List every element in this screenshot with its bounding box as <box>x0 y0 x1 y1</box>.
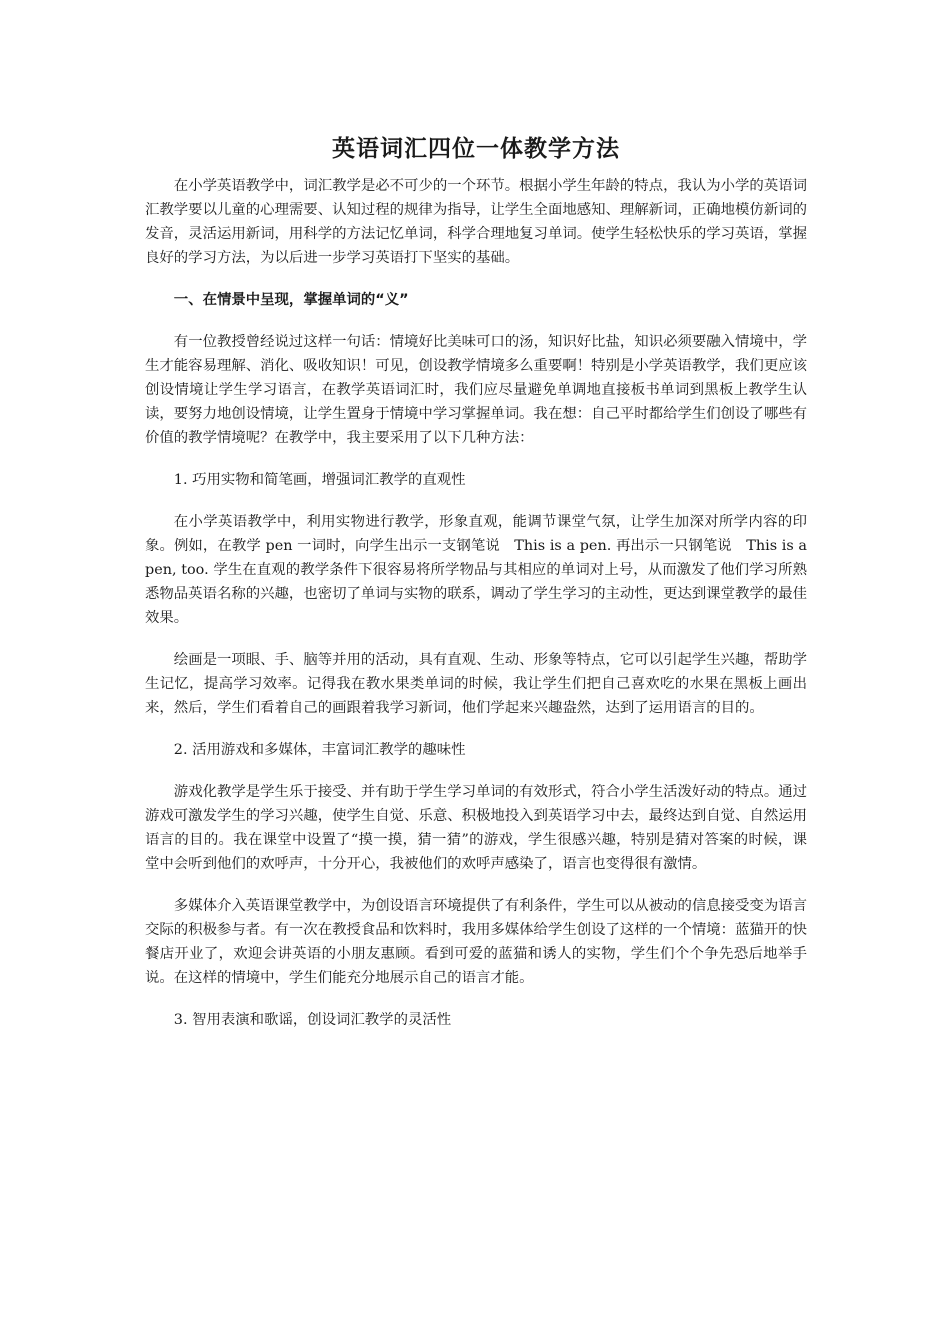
document-page <box>145 134 807 1032</box>
intro-paragraph: 在小学英语教学中，词汇教学是必不可少的一个环节。根据小学生年龄的特点，我认为小学的英语词汇教学要以儿童的心理需要、认知过程的规律为指导，让学生全面地感知、理解新词，正确地模仿新词的发音，灵活运用新词，用科学的方法记忆单词，科学合理地复习单词。使学生轻松快乐的学习英语，掌握良好的学习方法，为以后进一步学习英语打下坚实的基础。 <box>145 178 807 266</box>
subsection-heading-1: 1. 巧用实物和简笔画，增强词汇教学的直观性 <box>173 472 466 488</box>
section-heading-1: 一、在情景中呈现，掌握单词的“义” <box>173 292 409 308</box>
subsection1-paragraph-1: 在小学英语教学中，利用实物进行教学，形象直观，能调节课堂气氛，让学生加深对所学内容的印象。例如，在教学 pen 一词时，向学生出示一支钢笔说 This is a pen. 再出示一只钢笔说 This is a pen, too. 学生在直观的教学条件下很容易将所学物品与其相应的单词对上号，从而激发了他们学习所熟悉物品英语名称的兴趣，也密切了单词与实物的联系，调动了学生学习的主动性，更达到课堂教学的最佳效果。 <box>145 514 807 626</box>
subsection2-paragraph-2: 多媒体介入英语课堂教学中，为创设语言环境提供了有利条件，学生可以从被动的信息接受变为语言交际的积极参与者。有一次在教授食品和饮料时，我用多媒体给学生创设了这样的一个情境：蓝猫开的快餐店开业了，欢迎会讲英语的小朋友惠顾。看到可爱的蓝猫和诱人的实物，学生们个个争先恐后地举手说。在这样的情境中，学生们能充分地展示自己的语言才能。 <box>145 898 807 986</box>
subsection1-paragraph-2: 绘画是一项眼、手、脑等并用的活动，具有直观、生动、形象等特点，它可以引起学生兴趣，帮助学生记忆，提高学习效率。记得我在教水果类单词的时候，我让学生们把自己喜欢吃的水果在黑板上画出来，然后，学生们看着自己的画跟着我学习新词，他们学起来兴趣盎然，达到了运用语言的目的。 <box>145 652 807 716</box>
subsection-heading-3: 3. 智用表演和歌谣，创设词汇教学的灵活性 <box>173 1012 452 1028</box>
subsection-heading-2: 2. 活用游戏和多媒体，丰富词汇教学的趣味性 <box>173 742 466 758</box>
section1-paragraph: 有一位教授曾经说过这样一句话：情境好比美味可口的汤，知识好比盐，知识必须要融入情境中，学生才能容易理解、消化、吸收知识！可见，创设教学情境多么重要啊！特别是小学英语教学，我们更应该创设情境让学生学习语言，在教学英语词汇时，我们应尽量避免单调地直接板书单词到黑板上教学生认读，要努力地创设情境，让学生置身于情境中学习掌握单词。我在想：自己平时都给学生们创设了哪些有价值的教学情境呢？在教学中，我主要采用了以下几种方法： <box>145 334 807 446</box>
document-title: 英语词汇四位一体教学方法 <box>332 136 620 162</box>
subsection2-paragraph-1: 游戏化教学是学生乐于接受、并有助于学生学习单词的有效形式，符合小学生活泼好动的特点。通过游戏可激发学生的学习兴趣，使学生自觉、乐意、积极地投入到英语学习中去，最终达到自觉、自然运用语言的目的。我在课堂中设置了“摸一摸，猜一猜”的游戏，学生很感兴趣，特别是猜对答案的时候，课堂中会听到他们的欢呼声，十分开心，我被他们的欢呼声感染了，语言也变得很有激情。 <box>145 784 807 872</box>
